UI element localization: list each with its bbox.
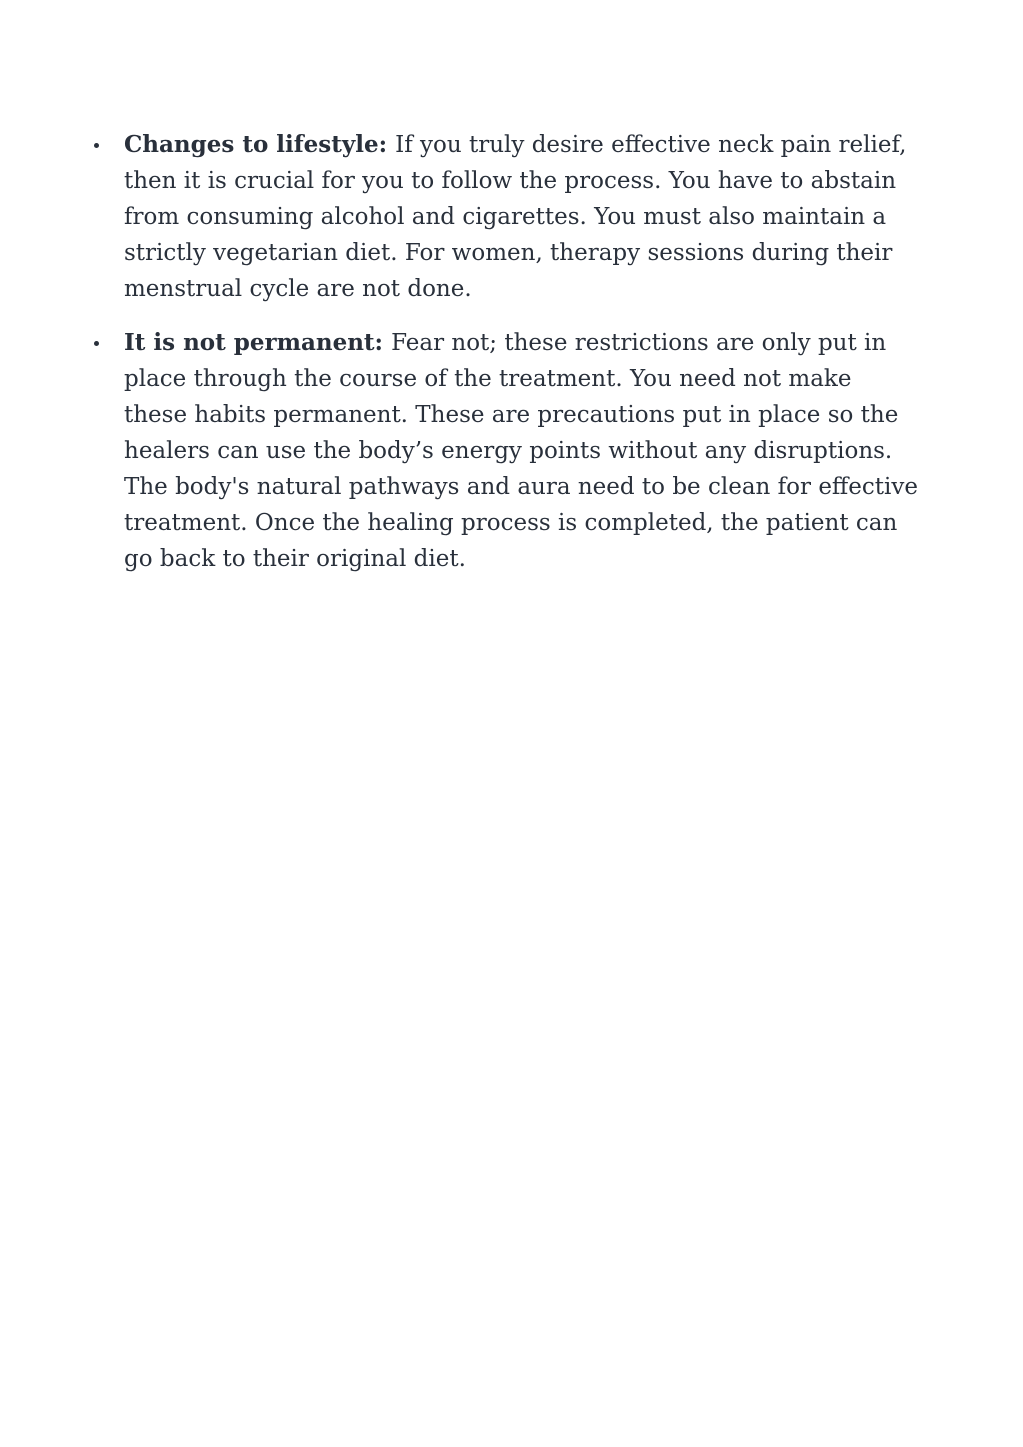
bullet-dot-icon <box>94 143 99 148</box>
bullet-dot-icon <box>94 341 99 346</box>
bullet-lead: Changes to lifestyle: <box>124 131 396 158</box>
list-item <box>89 127 919 307</box>
bullet-list <box>89 127 919 595</box>
list-item <box>89 325 919 577</box>
bullet-text: Fear not; these restrictions are only put in place through the course of the treatment. You need not make these habits permanent. These are precautions put in place so the healers can use the body’s energy points without any disruptions. The body's natural pathways and aura need to be clean for effective treatment. Once the healing process is completed, the patient can go back to their original diet. <box>124 330 918 572</box>
bullet-lead: It is not permanent: <box>124 329 392 356</box>
bullet-text: If you truly desire effective neck pain relief, then it is crucial for you to follow the process. You have to abstain from consuming alcohol and cigarettes. You must also maintain a strictly vegetarian diet. For women, therapy sessions during their menstrual cycle are not done. <box>124 132 907 302</box>
